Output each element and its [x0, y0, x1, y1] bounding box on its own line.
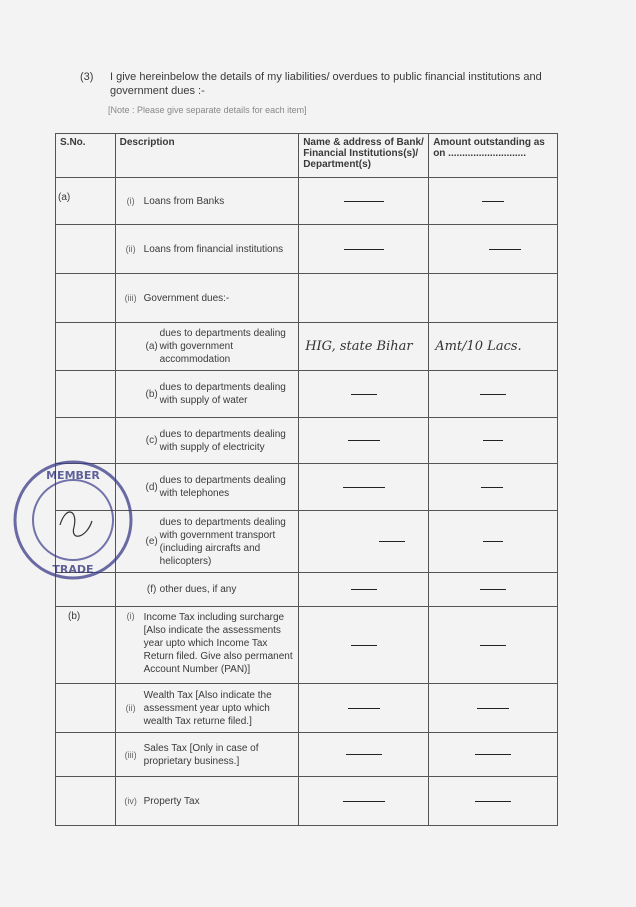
table-row: (ii) Loans from financial institutions — [56, 225, 558, 274]
table-row: (ii) Wealth Tax [Also indicate the assessment year upto which wealth Tax returne filed.] — [56, 684, 558, 733]
dash-mark — [379, 541, 405, 542]
row-text: dues to departments dealing with supply of electricity — [159, 428, 286, 453]
dash-mark — [475, 801, 511, 802]
row-text: dues to departments dealing with telephones — [159, 475, 286, 499]
svg-text:MEMBER: MEMBER — [46, 469, 100, 482]
row-text: Loans from financial institutions — [143, 243, 284, 255]
table-row: (iii) Sales Tax [Only in case of proprietary business.] — [56, 733, 558, 777]
row-text: dues to departments dealing with government accommodation — [159, 328, 286, 365]
dash-mark — [481, 487, 503, 488]
table-row: (d) dues to departments dealing with telephones — [56, 464, 558, 511]
header-description: Description — [115, 134, 299, 178]
table-row: (c) dues to departments dealing with supply of electricity — [56, 418, 558, 464]
handwritten-amount: Amt/10 Lacs. — [435, 339, 522, 354]
table-row: (a) dues to departments dealing with government accommodation HIG, state Bihar Amt/10 Lacs. — [56, 323, 558, 371]
row-text: Government dues:- — [143, 292, 230, 304]
svg-text:TRADE: TRADE — [52, 563, 94, 576]
row-text: Wealth Tax [Also indicate the assessment year upto which wealth Tax returne filed.] — [143, 689, 272, 727]
table-row: (b) (i) Income Tax including surcharge [Also indicate the assessments year upto which Income Tax Return filed. Give also permanent Account Number (PAN)] — [56, 607, 558, 684]
row-text: Loans from Banks — [143, 195, 225, 207]
header-amount: Amount outstanding as on ............................ — [429, 134, 558, 178]
dash-mark — [483, 541, 503, 542]
table-row: (e) dues to departments dealing with government transport (including aircrafts and helicopters) — [56, 511, 558, 573]
section-number: (3) — [80, 71, 94, 83]
dash-mark — [480, 589, 506, 590]
dash-mark — [483, 440, 503, 441]
table-header-row — [56, 134, 558, 178]
header-bank: Name & address of Bank/ Financial Institutions(s)/ Department(s) — [299, 134, 429, 178]
dash-mark — [489, 249, 521, 250]
dash-mark — [475, 754, 511, 755]
header-sno: S.No. — [56, 134, 116, 178]
row-text: Sales Tax [Only in case of proprietary business.] — [143, 742, 259, 767]
row-text: Income Tax including surcharge [Also indicate the assessments year upto which Income Tax Return filed. Give also permanent Account Number (PAN)] — [143, 612, 293, 675]
dash-mark — [480, 394, 506, 395]
table-row: (iii) Government dues:- — [56, 274, 558, 323]
dash-mark — [477, 708, 509, 709]
dash-mark — [343, 487, 385, 488]
dash-mark — [351, 394, 377, 395]
dash-mark — [480, 645, 506, 646]
row-text: dues to departments dealing with supply of water — [159, 382, 286, 406]
dash-mark — [348, 440, 380, 441]
row-text: Property Tax — [143, 795, 200, 807]
dash-mark — [344, 201, 384, 202]
note-text: [Note : Please give separate details for each item] — [108, 105, 307, 115]
dash-mark — [344, 249, 384, 250]
row-text: dues to departments dealing with government transport (including aircrafts and helicopters) — [159, 516, 286, 567]
dash-mark — [351, 589, 377, 590]
dash-mark — [351, 645, 377, 646]
rubber-stamp-seal — [8, 455, 138, 585]
section-text: I give hereinbelow the details of my liabilities/ overdues to public financial institutions and government dues :- — [110, 71, 542, 97]
table-row: (b) dues to departments dealing with supply of water — [56, 371, 558, 418]
handwritten-bank: HIG, state Bihar — [305, 339, 413, 354]
dash-mark — [346, 754, 382, 755]
dash-mark — [348, 708, 380, 709]
row-text: other dues, if any — [159, 584, 237, 595]
section-b-label: (b) — [56, 607, 116, 684]
table-row: (f) other dues, if any — [56, 573, 558, 607]
table-row: (a) (i) Loans from Banks — [56, 178, 558, 225]
dash-mark — [482, 201, 504, 202]
table-row: (iv) Property Tax — [56, 777, 558, 826]
section-a-label: (a) — [56, 178, 116, 225]
dash-mark — [343, 801, 385, 802]
